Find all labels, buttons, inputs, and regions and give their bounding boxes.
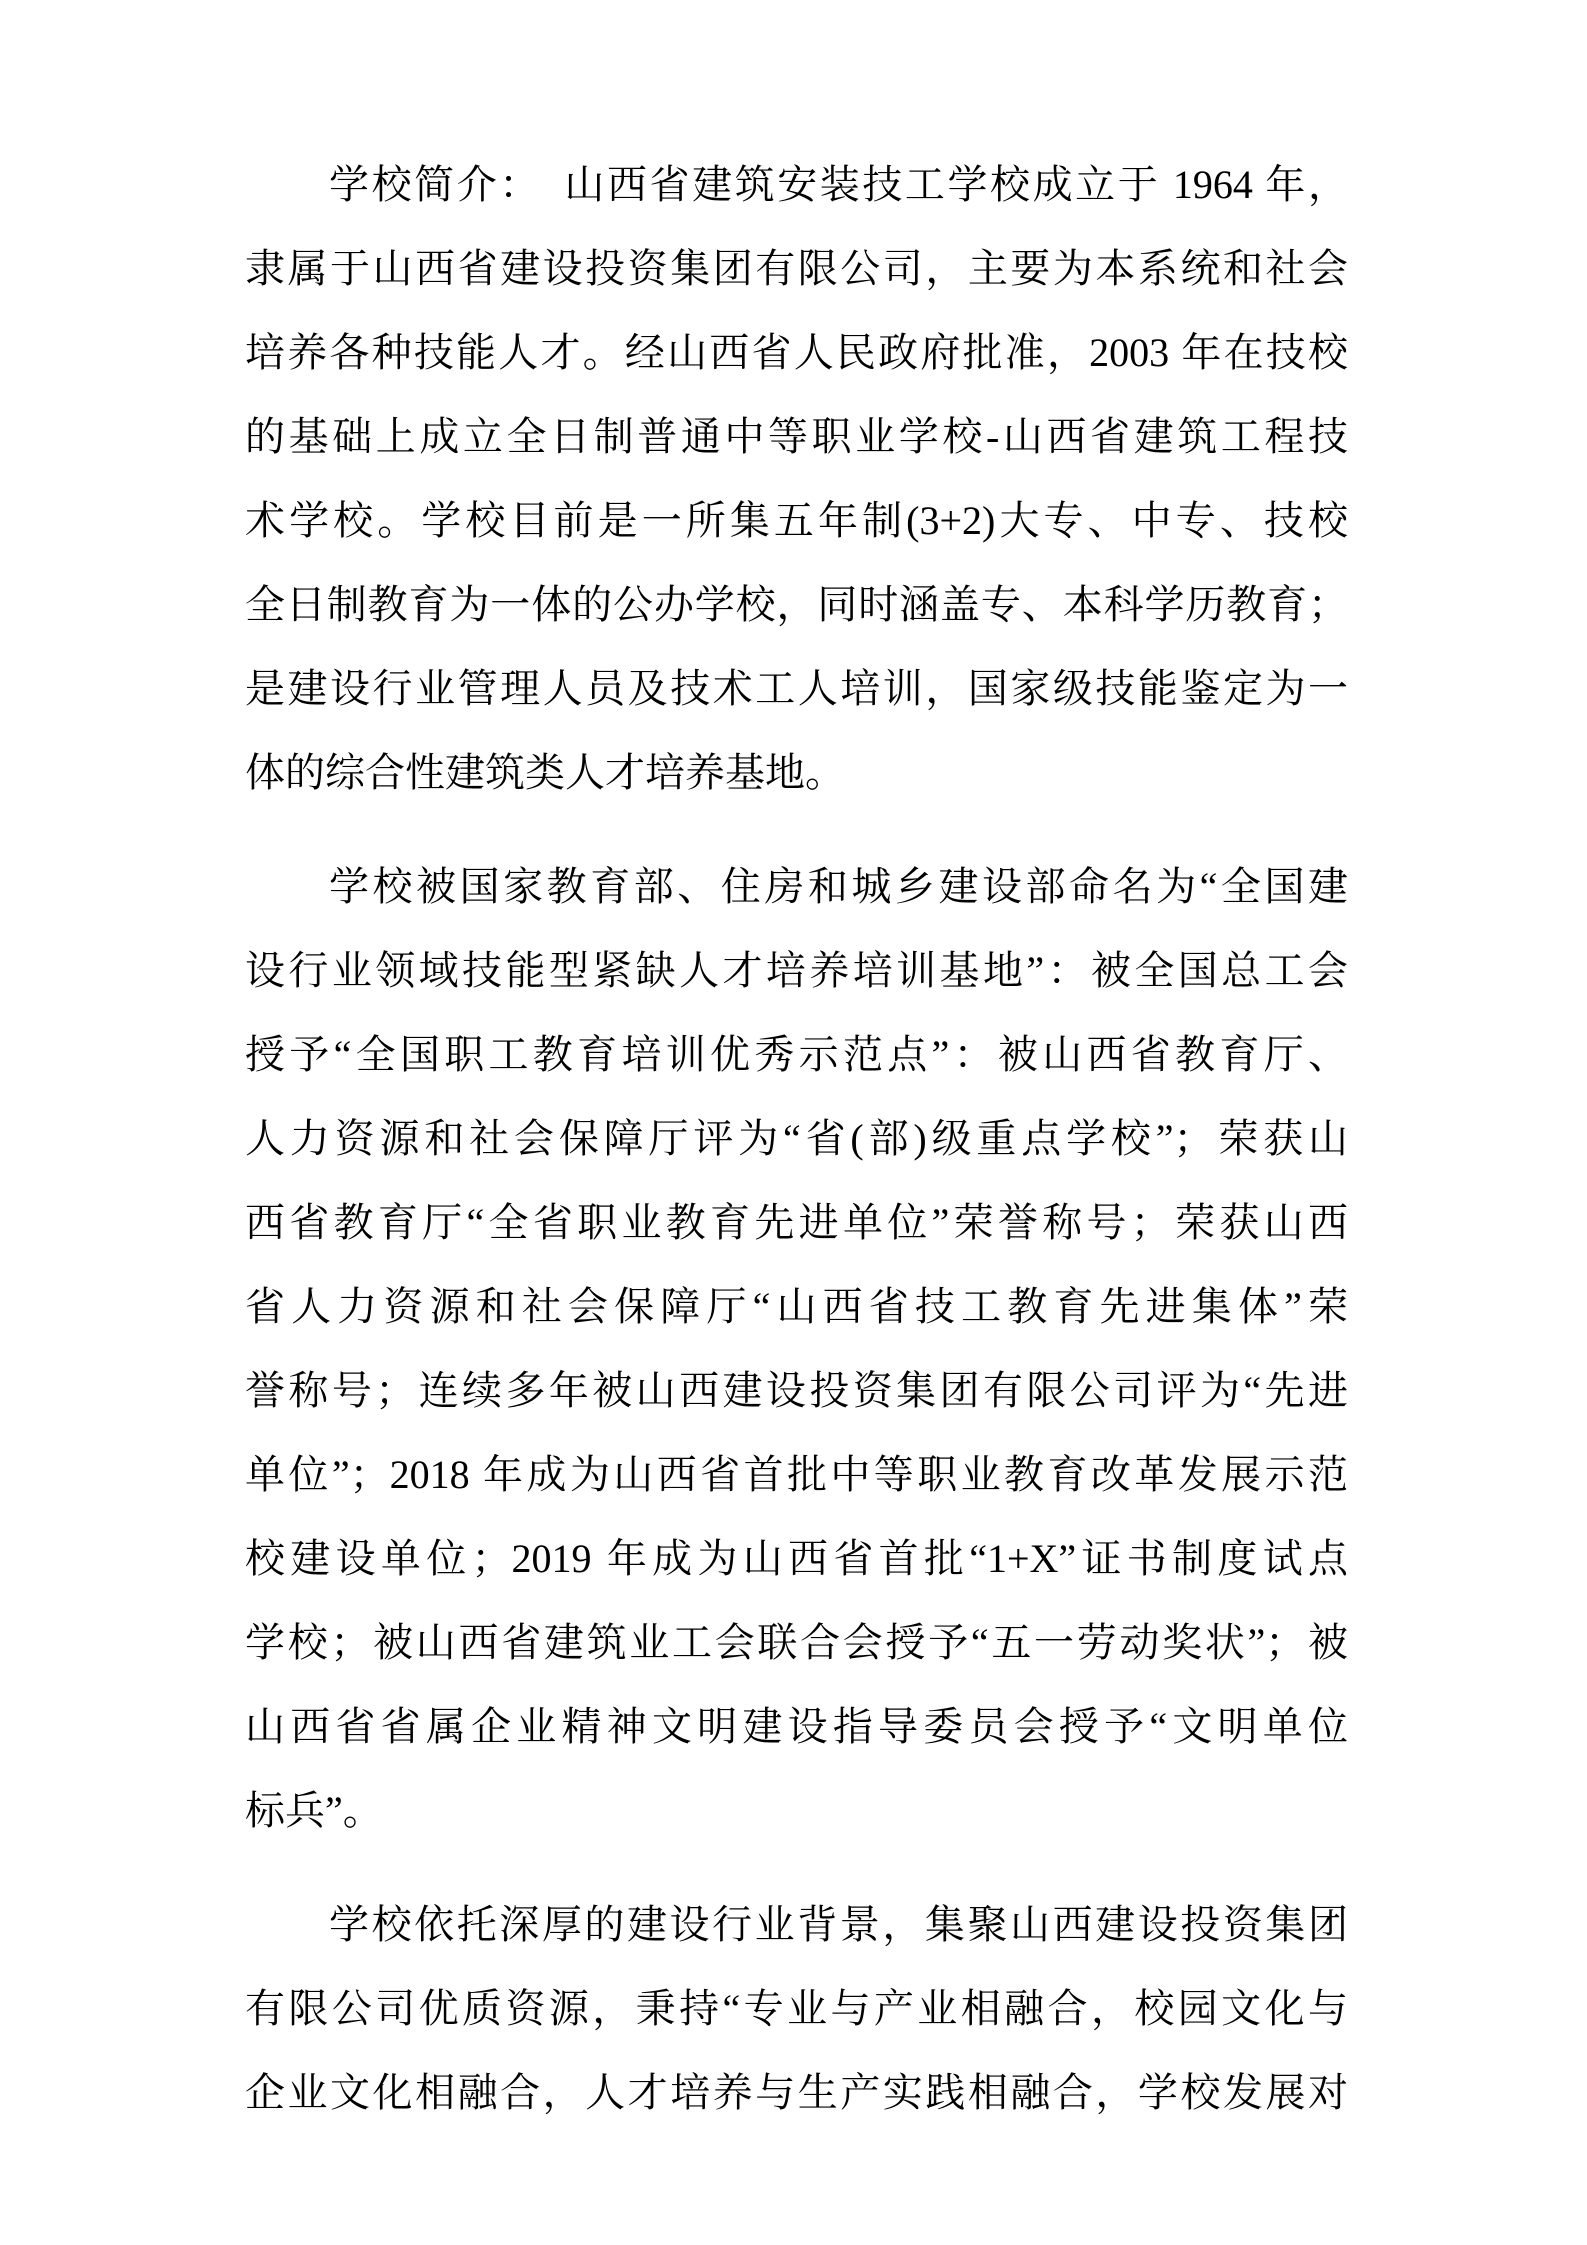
text-line: 的基础上成立全日制普通中等职业学校-山西省建筑工程技 xyxy=(245,414,1348,459)
paragraph-honors xyxy=(245,845,1348,1853)
text-line: 人力资源和社会保障厅评为“省(部)级重点学校”；荣获山 xyxy=(245,1116,1348,1161)
text-line: 学校简介： 山西省建筑安装技工学校成立于 1964 年， xyxy=(329,162,1348,207)
text-line: 省人力资源和社会保障厅“山西省技工教育先进集体”荣 xyxy=(245,1284,1348,1329)
text-line: 标兵”。 xyxy=(245,1788,383,1833)
document-content xyxy=(245,143,1348,2135)
text-line: 隶属于山西省建设投资集团有限公司，主要为本系统和社会 xyxy=(245,246,1348,291)
paragraph-background xyxy=(245,1883,1348,2135)
text-line: 术学校。学校目前是一所集五年制(3+2)大专、中专、技校 xyxy=(245,498,1348,543)
text-line: 单位”；2018 年成为山西省首批中等职业教育改革发展示范 xyxy=(245,1452,1348,1497)
text-line: 有限公司优质资源，秉持“专业与产业相融合，校园文化与 xyxy=(245,1986,1348,2031)
text-line: 授予“全国职工教育培训优秀示范点”：被山西省教育厅、 xyxy=(245,1032,1348,1077)
text-line: 全日制教育为一体的公办学校，同时涵盖专、本科学历教育； xyxy=(245,582,1348,627)
text-line: 培养各种技能人才。经山西省人民政府批准，2003 年在技校 xyxy=(245,330,1348,375)
text-line: 学校；被山西省建筑业工会联合会授予“五一劳动奖状”；被 xyxy=(245,1620,1348,1665)
text-line: 校建设单位；2019 年成为山西省首批“1+X”证书制度试点 xyxy=(245,1536,1348,1581)
text-line: 山西省省属企业精神文明建设指导委员会授予“文明单位 xyxy=(245,1704,1348,1749)
text-line: 西省教育厅“全省职业教育先进单位”荣誉称号；荣获山西 xyxy=(245,1200,1348,1245)
paragraph-school-intro xyxy=(245,143,1348,815)
text-line: 学校被国家教育部、住房和城乡建设部命名为“全国建 xyxy=(329,864,1348,909)
text-line: 体的综合性建筑类人才培养基地。 xyxy=(245,750,845,795)
text-line: 是建设行业管理人员及技术工人培训，国家级技能鉴定为一 xyxy=(245,666,1348,711)
text-line: 企业文化相融合，人才培养与生产实践相融合，学校发展对 xyxy=(245,2070,1348,2115)
text-line: 誉称号；连续多年被山西建设投资集团有限公司评为“先进 xyxy=(245,1368,1348,1413)
text-line: 学校依托深厚的建设行业背景，集聚山西建设投资集团 xyxy=(329,1902,1348,1947)
text-line: 设行业领域技能型紧缺人才培养培训基地”：被全国总工会 xyxy=(245,948,1348,993)
